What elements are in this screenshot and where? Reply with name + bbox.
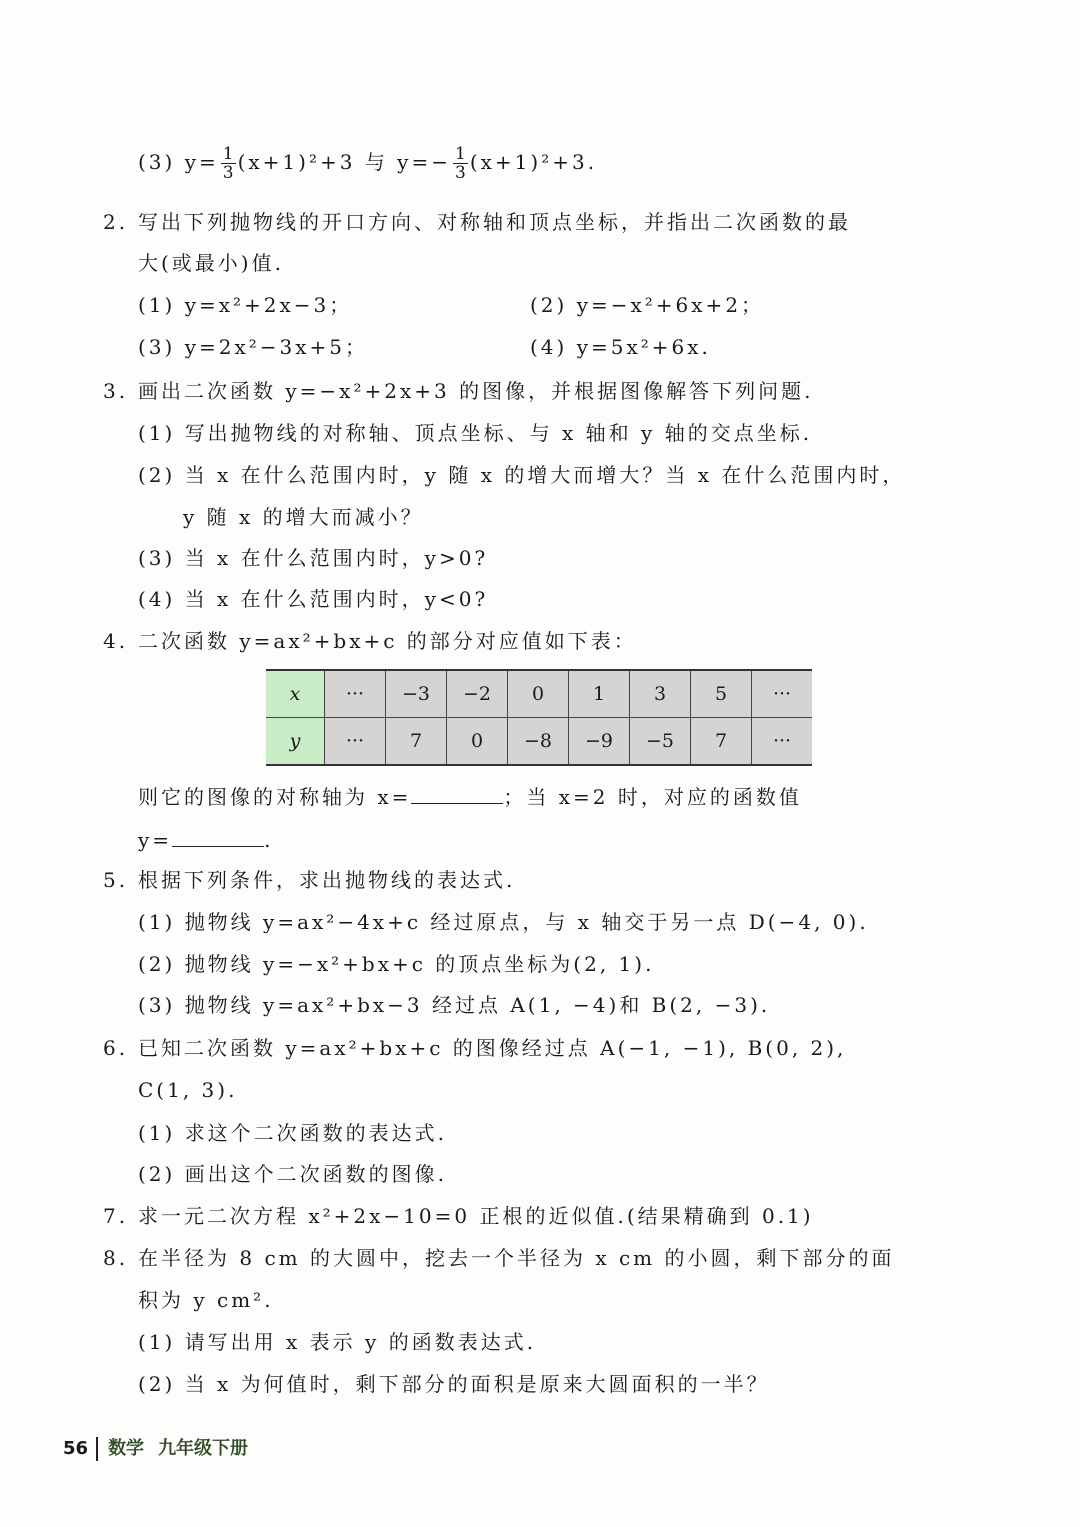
table-cell: −9 — [569, 718, 630, 766]
q5-sub2: (2) 抛物线 y=−x²+bx+c 的顶点坐标为(2, 1). — [138, 952, 655, 976]
q3-sub2: (2) 当 x 在什么范围内时，y 随 x 的增大而增大？当 x 在什么范围内时， — [138, 463, 906, 487]
q6-text-cont: C(1, 3). — [138, 1078, 238, 1102]
table-cell: 7 — [386, 718, 447, 766]
table-header-y: y — [266, 718, 325, 766]
item-1-3: (3) y= $\frac{1}{3}$ (x+1)²+3 与 y=− $\frac{1}{3}$ (x+1)²+3. — [138, 144, 598, 183]
q5-sub1: (1) 抛物线 y=ax²−4x+c 经过原点，与 x 轴交于另一点 D(−4, 0). — [138, 910, 869, 934]
table-cell: 3 — [630, 670, 691, 718]
q3-text: 画出二次函数 y=−x²+2x+3 的图像，并根据图像解答下列问题. — [138, 379, 814, 403]
q4-text: 二次函数 y=ax²+bx+c 的部分对应值如下表： — [138, 629, 637, 653]
q5-sub3: (3) 抛物线 y=ax²+bx−3 经过点 A(1, −4)和 B(2, −3). — [138, 993, 771, 1017]
q2-text: 写出下列抛物线的开口方向、对称轴和顶点坐标，并指出二次函数的最 — [138, 210, 851, 234]
page-number: 56 — [63, 1438, 89, 1459]
value-table — [266, 669, 812, 766]
footer-book: 九年级下册 — [158, 1438, 249, 1459]
q7-text: 求一元二次方程 x²+2x−10=0 正根的近似值.(结果精确到 0.1) — [138, 1204, 814, 1228]
answer-blank[interactable] — [172, 826, 264, 847]
q7-number: 7. — [103, 1204, 129, 1228]
table-cell: 7 — [691, 718, 752, 766]
q4-question: 则它的图像的对称轴为 x= ；当 x=2 时，对应的函数值 — [138, 785, 802, 809]
table-cell: ··· — [752, 670, 813, 718]
fraction-one-third: $\frac{1}{3}$ — [455, 144, 466, 183]
q2-sub1: (1) y=x²+2x−3； — [138, 293, 353, 317]
table-cell: −2 — [447, 670, 508, 718]
footer-divider — [96, 1437, 98, 1461]
page-footer — [63, 1434, 262, 1461]
footer-subject: 数学 — [108, 1438, 145, 1459]
table-cell: 0 — [508, 670, 569, 718]
q8-sub2: (2) 当 x 为何值时，剩下部分的面积是原来大圆面积的一半？ — [138, 1372, 770, 1396]
q2-number: 2. — [103, 210, 129, 234]
q8-sub1: (1) 请写出用 x 表示 y 的函数表达式. — [138, 1330, 537, 1354]
q2-text-cont: 大(或最小)值. — [138, 251, 284, 275]
q6-number: 6. — [103, 1036, 129, 1060]
table-header-x: x — [266, 670, 325, 718]
q2-sub2: (2) y=−x²+6x+2； — [530, 293, 765, 317]
q8-text-cont: 积为 y cm². — [138, 1288, 274, 1312]
q5-number: 5. — [103, 868, 129, 892]
q6-sub1: (1) 求这个二次函数的表达式. — [138, 1121, 448, 1145]
table-cell: ··· — [325, 718, 386, 766]
table-row-x — [266, 670, 812, 718]
table-cell: −3 — [386, 670, 447, 718]
table-cell: ··· — [752, 718, 813, 766]
q8-text: 在半径为 8 cm 的大圆中，挖去一个半径为 x cm 的小圆，剩下部分的面 — [138, 1246, 895, 1270]
q3-sub1: (1) 写出抛物线的对称轴、顶点坐标、与 x 轴和 y 轴的交点坐标. — [138, 421, 813, 445]
table-cell: 0 — [447, 718, 508, 766]
q6-text: 已知二次函数 y=ax²+bx+c 的图像经过点 A(−1, −1), B(0, 2), — [138, 1036, 847, 1060]
table-cell: 1 — [569, 670, 630, 718]
q3-sub3: (3) 当 x 在什么范围内时，y>0? — [138, 546, 489, 570]
table-row-y — [266, 718, 812, 766]
table-cell: ··· — [325, 670, 386, 718]
fraction-one-third: $\frac{1}{3}$ — [222, 144, 234, 183]
answer-blank[interactable] — [411, 783, 503, 804]
table-cell: −5 — [630, 718, 691, 766]
table-cell: 5 — [691, 670, 752, 718]
q2-sub3: (3) y=2x²−3x+5； — [138, 335, 369, 359]
q4-number: 4. — [103, 629, 129, 653]
q3-number: 3. — [103, 379, 129, 403]
table-cell: −8 — [508, 718, 569, 766]
q3-sub4: (4) 当 x 在什么范围内时，y<0? — [138, 587, 489, 611]
q2-sub4: (4) y=5x²+6x. — [530, 335, 711, 359]
q6-sub2: (2) 画出这个二次函数的图像. — [138, 1162, 448, 1186]
q4-question-cont: y= . — [138, 828, 274, 852]
q5-text: 根据下列条件，求出抛物线的表达式. — [138, 868, 516, 892]
q3-sub2-cont: y 随 x 的增大而减小？ — [183, 505, 424, 529]
q8-number: 8. — [103, 1246, 129, 1270]
